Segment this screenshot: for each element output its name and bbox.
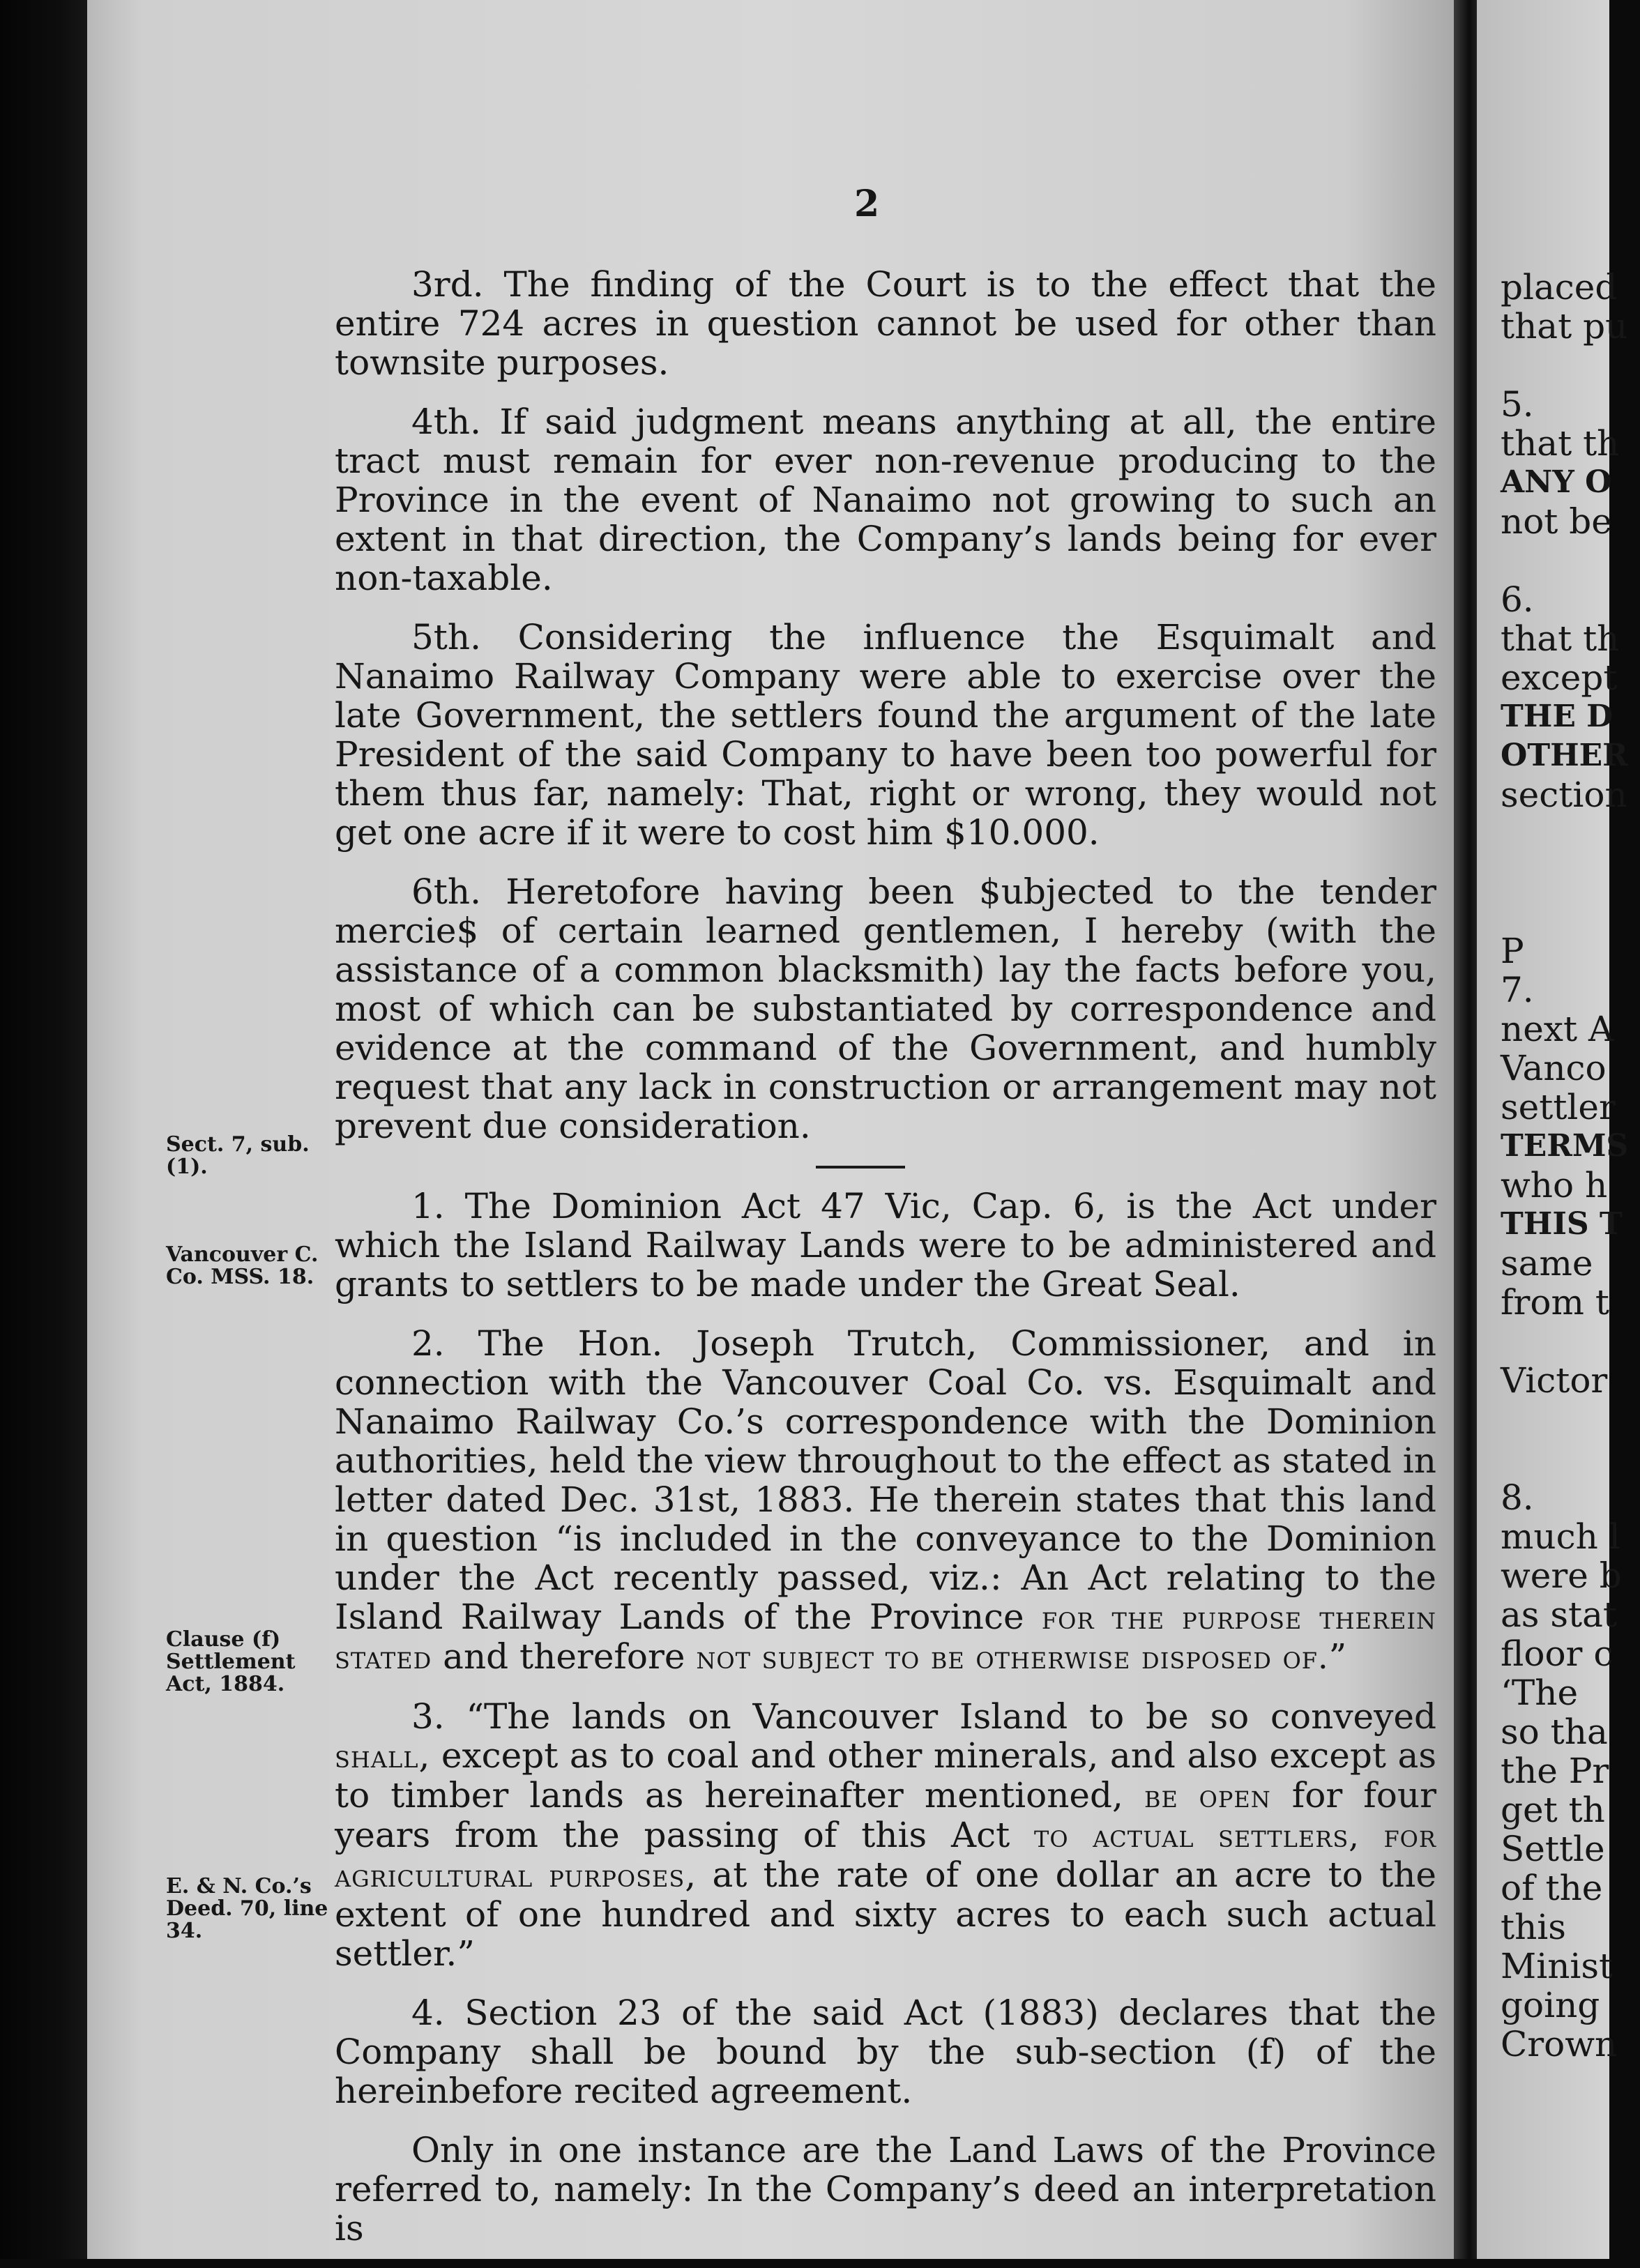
facing-page-line: THE D xyxy=(1501,699,1614,734)
facing-page-line: going xyxy=(1501,1985,1600,2025)
para-3-text-a: 3. “The lands on Vancouver Island to be so conveyed xyxy=(411,1696,1436,1737)
facing-page-line: ANY O xyxy=(1501,464,1612,500)
page-number: 2 xyxy=(854,183,880,225)
facing-page-line: who h xyxy=(1501,1165,1608,1205)
margin-note-2: Vancouver C. Co. MSS. 18. xyxy=(166,1242,319,1289)
facing-page-line: ‘The xyxy=(1501,1673,1579,1713)
facing-page-text xyxy=(1501,268,1640,2064)
facing-page-line: placed xyxy=(1501,267,1618,307)
facing-page-line xyxy=(1501,346,1640,385)
para-2-text-c: ” xyxy=(1328,1636,1347,1677)
para-3-text-d: , at the rate of one dollar an acre to the extent of one hundred and sixty acres to each such actual settler.” xyxy=(335,1855,1436,1974)
facing-page-line: that th xyxy=(1501,618,1620,659)
margin-note-4: E. & N. Co.’s Deed. 70, line 34. xyxy=(166,1874,328,1943)
para-3-text-c: for four years from the passing of this Act xyxy=(335,1775,1436,1855)
facing-page-line: that pu xyxy=(1501,306,1628,347)
scan-border-left xyxy=(0,0,98,2259)
facing-page-line: Settle xyxy=(1501,1829,1605,1869)
facing-page-line: get th xyxy=(1501,1790,1605,1830)
facing-page-line: Victor xyxy=(1501,1360,1608,1401)
facing-page-line: same xyxy=(1501,1243,1593,1284)
facing-page-line xyxy=(1501,1439,1640,1478)
facing-page-line: 5. xyxy=(1501,384,1534,425)
facing-page-line: Vanco xyxy=(1501,1048,1607,1088)
body-text-top xyxy=(335,265,1436,2268)
facing-page-line: the Pr xyxy=(1501,1751,1609,1791)
facing-page-line: Minist xyxy=(1501,1946,1614,1986)
margin-note-3: Clause (f) Settlement Act, 1884. xyxy=(166,1627,296,1696)
facing-page-line xyxy=(1501,853,1640,892)
facing-page-line xyxy=(1501,1400,1640,1439)
facing-page-line: as stat xyxy=(1501,1595,1618,1635)
para-3-smallcaps-2: be open xyxy=(1144,1777,1271,1815)
margin-note-1: Sect. 7, sub. (1). xyxy=(166,1132,310,1179)
paragraph-6th: 6th. Heretofore having been $ubjected to the tender mercie$ of certain learned gentlemen, I hereby (with the assistance of a common blacksmith) lay the facts before you, most of which can be substantiated by correspondence and evidence at the command of the Government, and humbly request that any lack in construction or arrangement may not prevent due consideration. xyxy=(335,872,1436,1146)
facing-page-line: floor c xyxy=(1501,1634,1614,1674)
facing-page-line: P xyxy=(1501,931,1524,971)
facing-page-line xyxy=(1501,892,1640,931)
numbered-paragraph-1: 1. The Dominion Act 47 Vic, Cap. 6, is the Act under which the Island Railway Lands were to be administered and grants to settlers to be made under the Great Seal. xyxy=(335,1186,1436,1304)
facing-page-line: next A xyxy=(1501,1009,1614,1049)
facing-page-line: were b xyxy=(1501,1555,1622,1596)
facing-page-line: 6. xyxy=(1501,579,1534,620)
facing-page-line xyxy=(1501,541,1640,580)
facing-page-line xyxy=(1501,1322,1640,1361)
para-2-text-b: and therefore xyxy=(432,1636,697,1677)
facing-page-line: 7. xyxy=(1501,970,1534,1010)
paragraph-4th: 4th. If said judgment means anything at all, the entire tract must remain for ever non-revenue producing to the Province in the event of Nanaimo not growing to such an extent in that direction, the Company’s lands being for ever non-taxable. xyxy=(335,402,1436,598)
para-2-smallcaps-2: not subject to be otherwise disposed of. xyxy=(696,1638,1329,1676)
facing-page-line: OTHER xyxy=(1501,738,1628,773)
section-divider-rule xyxy=(816,1166,905,1169)
facing-page-line: this xyxy=(1501,1907,1566,1947)
numbered-paragraph-4: 4. Section 23 of the said Act (1883) declares that the Company shall be bound by the sub-section (f) of the hereinbefore recited agreement. xyxy=(335,1993,1436,2111)
numbered-paragraph-3 xyxy=(335,1697,1436,1973)
facing-page-line: TERMS xyxy=(1501,1128,1629,1164)
facing-page-line: THIS T xyxy=(1501,1206,1623,1242)
numbered-paragraph-2 xyxy=(335,1324,1436,1677)
paragraph-3rd: 3rd. The finding of the Court is to the effect that the entire 724 acres in question cannot be used for other than townsite purposes. xyxy=(335,264,1436,383)
facing-page-line: except xyxy=(1501,657,1618,698)
paragraph-5th: 5th. Considering the influence the Esquimalt and Nanaimo Railway Company were able to exercise over the late Government, the settlers found the argument of the late President of the said Company to have been too powerful for them thus far, namely: That, right or wrong, they would not get one acre if it were to cost him $10.000. xyxy=(335,617,1436,853)
facing-page-line xyxy=(1501,814,1640,853)
facing-page-line: so tha xyxy=(1501,1712,1608,1752)
para-2-text-a: 2. The Hon. Joseph Trutch, Commissioner, and in connection with the Vancouver Coal Co. vs. Esquimalt and Nanaimo Railway Co.’s correspondence with the Dominion authorities, held the view throughout to the effect as stated in letter dated Dec. 31st, 1883. He therein states that this land in question “is included in the conveyance to the Dominion under the Act recently passed, viz.: An Act relating to the Island Railway Lands of the Province xyxy=(335,1323,1436,1637)
para-3-text-b: , except as to coal and other minerals, and also except as to timber lands as hereinafter mentioned, xyxy=(335,1735,1436,1816)
facing-page-line: Crown xyxy=(1501,2024,1618,2064)
facing-page-line: much l xyxy=(1501,1516,1620,1557)
para-3-smallcaps-3: to actual settlers, for agricultural purposes xyxy=(335,1817,1436,1894)
facing-page-line: of the xyxy=(1501,1868,1603,1908)
facing-page-line: not be xyxy=(1501,501,1612,542)
para-3-smallcaps-1: shall xyxy=(335,1737,419,1775)
facing-page-line: that th xyxy=(1501,423,1620,464)
facing-page-line: settler xyxy=(1501,1087,1616,1127)
para-2-smallcaps-1: for the purpose therein stated xyxy=(335,1599,1436,1676)
facing-page-line: 8. xyxy=(1501,1477,1534,1518)
facing-page-line: section xyxy=(1501,775,1627,815)
facing-page-line: from t xyxy=(1501,1282,1609,1323)
closing-paragraph: Only in one instance are the Land Laws of the Province referred to, namely: In the Company’s deed an interpretation is xyxy=(335,2130,1436,2248)
